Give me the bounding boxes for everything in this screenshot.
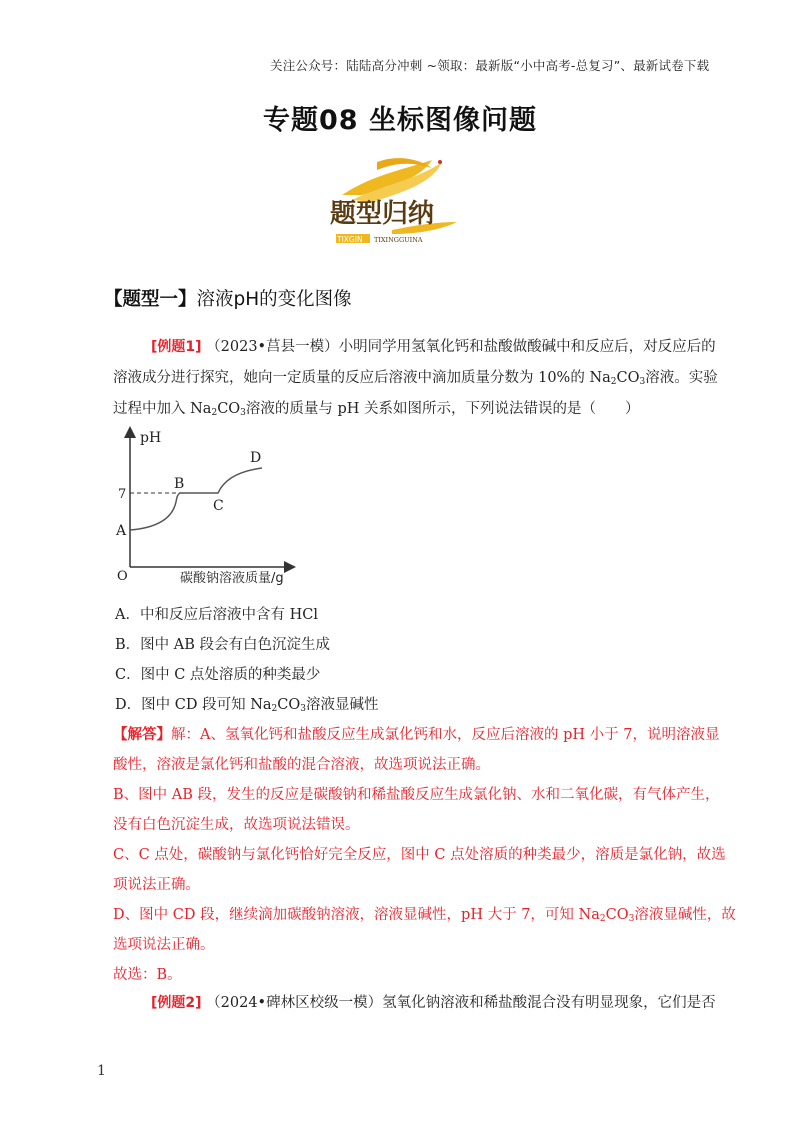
answer-line-1: 【解答】解：A、氢氧化钙和盐酸反应生成氯化钙和水，反应后溶液的 pH 小于 7，说明溶液显 — [113, 726, 720, 743]
section-bracket-label: 【题型一】 — [104, 289, 197, 310]
svg-text:O: O — [117, 569, 128, 584]
answer-line-6: 项说法正确。 — [113, 877, 200, 893]
answer-line-2: 酸性，溶液是氯化钙和盐酸的混合溶液，故选项说法正确。 — [113, 757, 490, 773]
page-title: 专题08 坐标图像问题 — [263, 105, 537, 136]
section-heading — [104, 285, 352, 311]
svg-text:碳酸钠溶液质量/g: 碳酸钠溶液质量/g — [180, 571, 284, 586]
page-number: 1 — [97, 1063, 106, 1079]
example-1-line-1: [例题1] （2023•莒县一模）小明同学用氢氧化钙和盐酸做酸碱中和反应后，对反应后的 — [151, 339, 716, 355]
svg-text:C: C — [213, 498, 224, 514]
example-2-question — [113, 988, 716, 1019]
example-1-line-3: 过程中加入 $Na_2CO_3$溶液的质量与 pH 关系如图所示，下列说法错误的是（ ） — [113, 401, 640, 418]
svg-text:7: 7 — [118, 487, 127, 502]
svg-text:pH: pH — [140, 430, 162, 446]
svg-text:题型归纳: 题型归纳 — [330, 199, 435, 229]
option-d: D．图中 CD 段可知 $Na_2CO_3$溶液显碱性 — [115, 697, 379, 714]
answer-line-5: C、C 点处，碳酸钠与氯化钙恰好完全反应，图中 C 点处溶质的种类最少，溶质是氯化钠，故选 — [113, 847, 726, 863]
answer-label: 【解答】 — [113, 726, 171, 743]
option-c: C．图中 C 点处溶质的种类最少 — [115, 667, 321, 683]
svg-text:A: A — [116, 523, 127, 539]
ph-curve — [130, 468, 262, 530]
section-heading-text: 溶液pH的变化图像 — [196, 289, 352, 310]
ph-line-chart — [110, 422, 315, 592]
answer-line-8: 选项说法正确。 — [113, 937, 215, 953]
ph-chart — [110, 422, 315, 592]
option-b: B．图中 AB 段会有白色沉淀生成 — [115, 637, 331, 653]
svg-text:B: B — [174, 476, 185, 492]
example-1-line-2: 溶液成分进行探究，她向一定质量的反应后溶液中滴加质量分数为 10%的 $Na_2CO_3$溶液。实验 — [113, 370, 718, 387]
example-1-question — [113, 332, 718, 425]
answer-line-7: D、图中 CD 段，继续滴加碳酸钠溶液，溶液显碱性，pH 大于 7，可知 $Na_2CO_3$溶液显碱性，故 — [113, 907, 736, 924]
svg-text:TIXGIN: TIXGIN — [337, 235, 363, 244]
answer-conclusion: 故选：B。 — [113, 967, 182, 983]
example-2-tag: [例题2] — [151, 995, 202, 1011]
phoenix-logo-icon — [322, 150, 462, 248]
answer-line-4: 没有白色沉淀生成，故选项说法错误。 — [113, 817, 360, 833]
example-2-line-1: [例题2] （2024•碑林区校级一模）氢氧化钠溶液和稀盐酸混合没有明显现象，它们是否 — [151, 995, 716, 1011]
svg-text:TIXINGGUINA: TIXINGGUINA — [374, 236, 423, 244]
logo-tixingguina — [322, 150, 462, 248]
option-a: A．中和反应后溶液中含有 HCl — [115, 607, 318, 623]
example-1-tag: [例题1] — [151, 339, 202, 355]
header-note: 关注公众号：陆陆高分冲刺 ~领取：最新版“小中高考-总复习”、最新试卷下载 — [270, 58, 710, 73]
answer-line-3: B、图中 AB 段，发生的反应是碳酸钠和稀盐酸反应生成氯化钠、水和二氧化碳，有气体产生， — [113, 787, 720, 803]
svg-text:D: D — [250, 450, 262, 466]
